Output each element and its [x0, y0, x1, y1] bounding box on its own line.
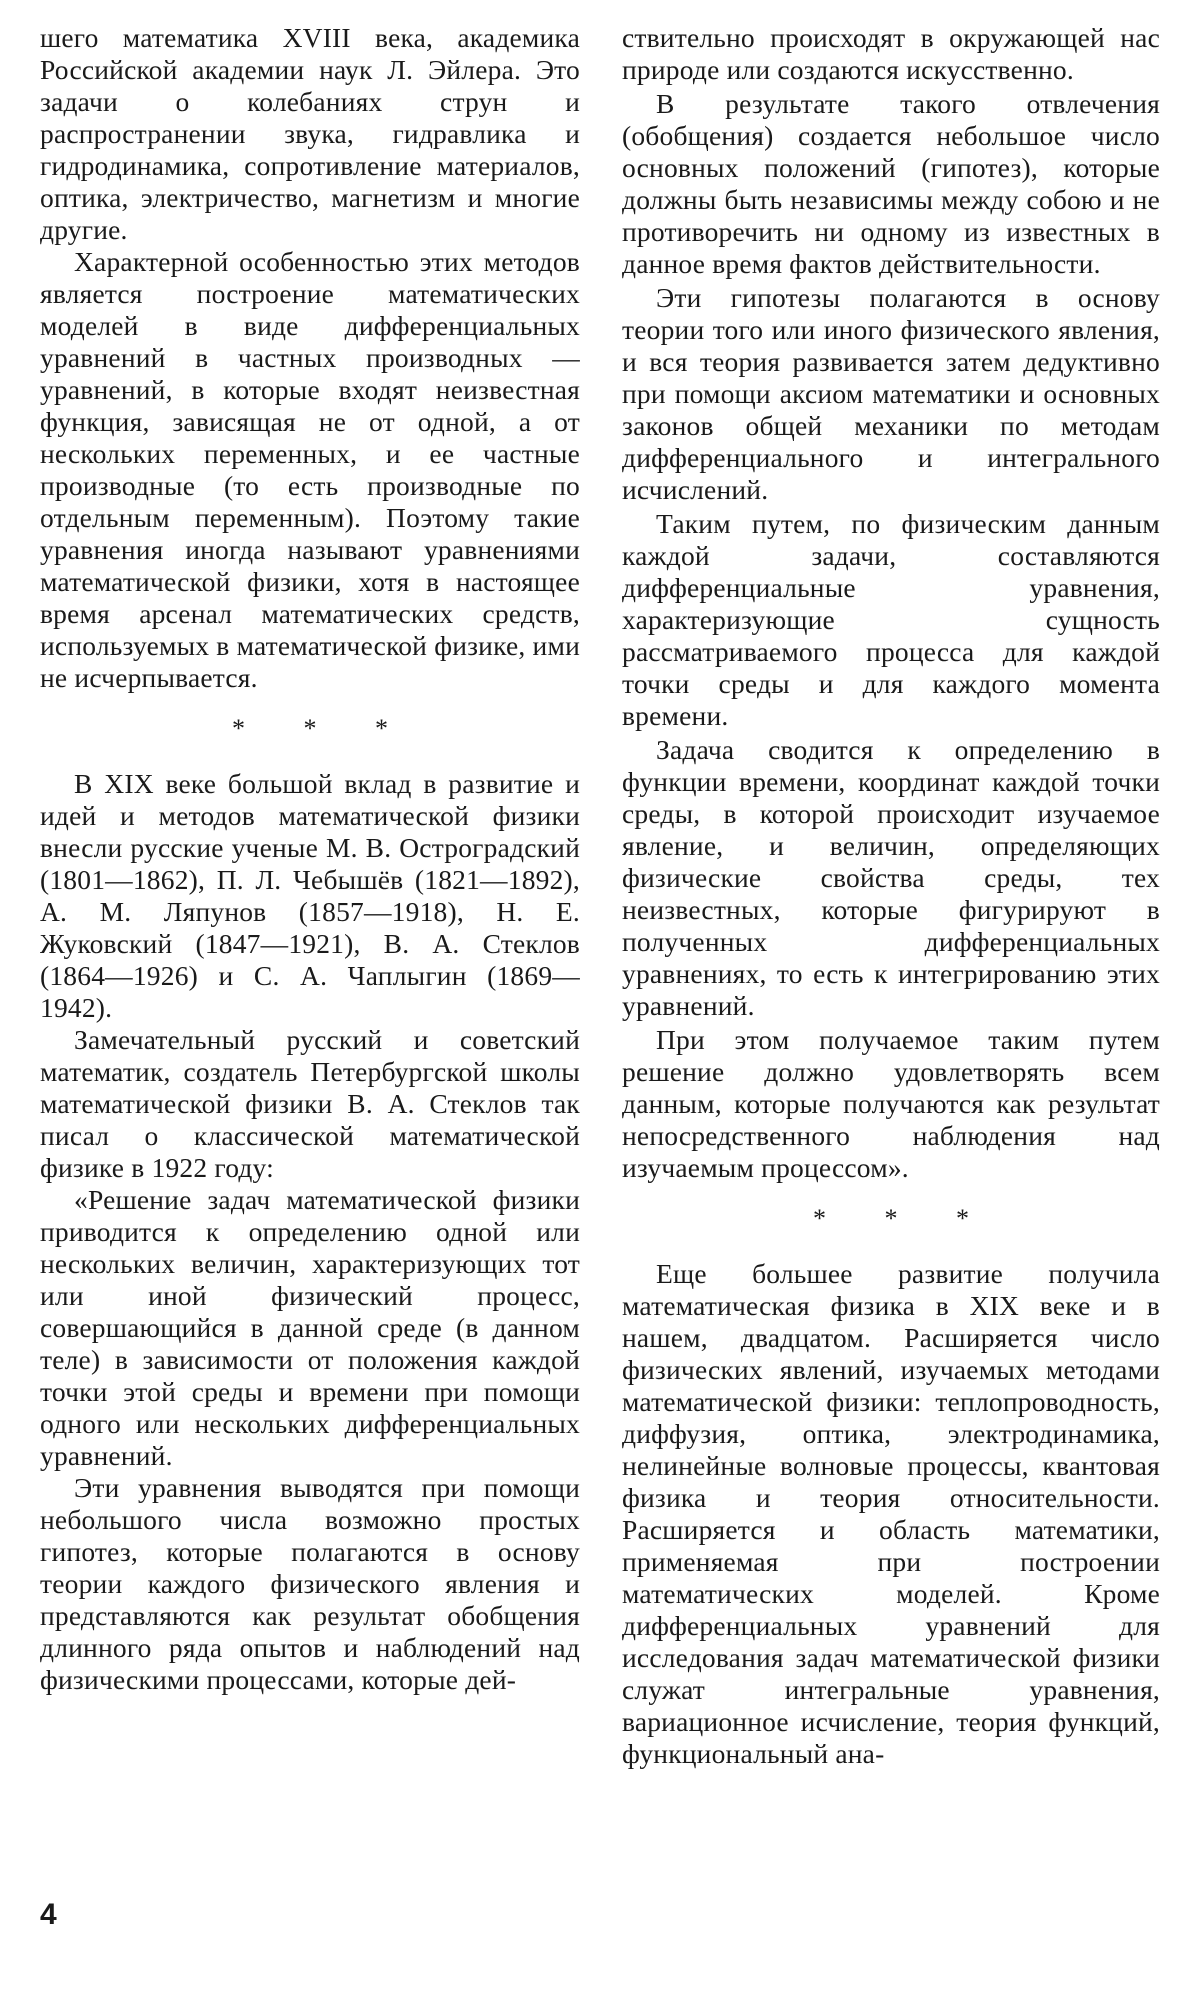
left-paragraph-1: шего математика XVIII века, академика Российской академии наук Л. Эйлера. Это задачи о колебаниях струн и распространении звука, гидравлика и гидродинамика, сопротивление материалов, оптика, электричество, магнетизм и многие другие. — [40, 22, 580, 245]
right-paragraph-6: При этом получаемое таким путем решение должно удовлетворять всем данным, которые получаются как результат непосредственного наблюдения над изучаемым процессом». — [622, 1024, 1160, 1183]
right-paragraph-5: Задача сводится к определению в функции времени, координат каждой точки среды, в которой происходит изучаемое явление, и величин, определяющих физические свойства среды, тех неизвестных, которые фигурируют в полученных дифференциальных уравнениях, то есть к интегрированию этих уравнений. — [622, 734, 1160, 1021]
left-paragraph-6: Эти уравнения выводятся при помощи небольшого числа возможно простых гипотез, которые полагаются в основу теории каждого физического явления и представляются как результат обобщения длинного ряда опытов и наблюдений над физическими процессами, которые дей- — [40, 1472, 580, 1695]
right-paragraph-4: Таким путем, по физическим данным каждой задачи, составляются дифференциальные уравнения, характеризующие сущность рассматриваемого процесса для каждой точки среды и для каждого момента времени. — [622, 508, 1160, 731]
right-paragraph-7: Еще большее развитие получила математическая физика в XIX веке и в нашем, двадцатом. Расширяется число физических явлений, изучаемых методами математической физики: теплопроводность, диффузия, оптика, электродинамика, нелинейные волновые процессы, квантовая физика и теория относительности. Расширяется и область математики, применяемая при построении математических моделей. Кроме дифференциальных уравнений для исследования задач математической физики служат интегральные уравнения, вариационное исчисление, теория функций, функциональный ана- — [622, 1258, 1160, 1769]
left-column — [40, 22, 580, 1696]
left-paragraph-2: Характерной особенностью этих методов является построение математических моделей в виде дифференциальных уравнений в частных производных — уравнений, в которые входят неизвестная функция, зависящая не от одной, а от нескольких переменных, и ее частные производные (то есть производные по отдельным переменным). Поэтому такие уравнения иногда называют уравнениями математической физики, хотя в настоящее время арсенал математических средств, используемых в математической физике, ими не исчерпывается. — [40, 246, 580, 693]
right-column — [622, 22, 1160, 1770]
section-separator: * * * — [232, 714, 414, 743]
right-paragraph-2: В результате такого отвлечения (обобщения) создается небольшое число основных положений (гипотез), которые должны быть независимы между собою и не противоречить ни одному из известных в данное время фактов действительности. — [622, 88, 1160, 279]
left-paragraph-4: Замечательный русский и советский математик, создатель Петербургской школы математической физики В. А. Стеклов так писал о классической математической физике в 1922 году: — [40, 1024, 580, 1183]
right-paragraph-3: Эти гипотезы полагаются в основу теории того или иного физического явления, и вся теория развивается затем дедуктивно при помощи аксиом математики и основных законов общей механики по методам дифференциального и интегрального исчислений. — [622, 282, 1160, 505]
page-number: 4 — [40, 1898, 57, 1931]
left-paragraph-5: «Решение задач математической физики приводится к определению одной или нескольких величин, характеризующих тот или иной физический процесс, совершающийся в данной среде (в данном теле) в зависимости от положения каждой точки этой среды и времени при помощи одного или нескольких дифференциальных уравнений. — [40, 1184, 580, 1471]
left-paragraph-3: В XIX веке большой вклад в развитие и идей и методов математической физики внесли русские ученые М. В. Остроградский (1801—1862), П. Л. Чебышёв (1821—1892), А. М. Ляпунов (1857—1918), Н. Е. Жуковский (1847—1921), В. А. Стеклов (1864—1926) и С. А. Чаплыгин (1869—1942). — [40, 768, 580, 1023]
right-paragraph-1: ствительно происходят в окружающей нас природе или создаются искусственно. — [622, 22, 1160, 85]
section-separator: * * * — [813, 1204, 995, 1233]
